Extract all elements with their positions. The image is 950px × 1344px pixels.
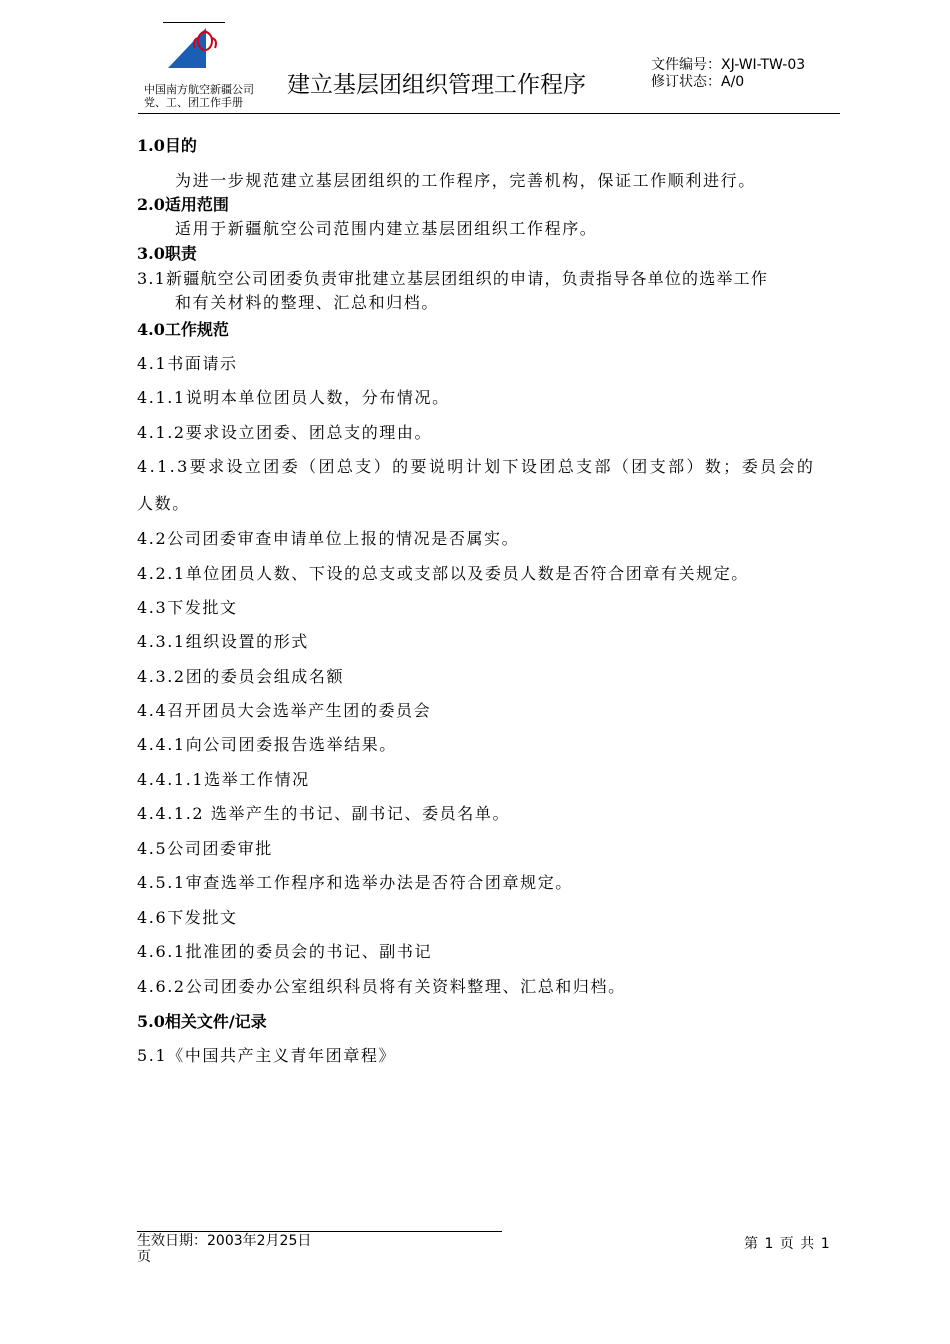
- paragraph-responsibility-line-2: 和有关材料的整理、汇总和归档。: [175, 293, 440, 312]
- page-number: 第 1 页 共 1: [744, 1236, 831, 1252]
- header-rule: [138, 113, 840, 114]
- list-item: 4.6下发批文: [137, 908, 238, 927]
- footer-effective-date: [137, 1233, 311, 1265]
- document-meta: [651, 57, 805, 91]
- company-name: [144, 83, 254, 109]
- airline-logo-icon: [168, 28, 238, 68]
- section-heading-work-spec: 4.0工作规范: [137, 320, 229, 339]
- list-item: 4.4.1.1选举工作情况: [137, 770, 310, 789]
- list-item: 4.6.1批准团的委员会的书记、副书记: [137, 942, 433, 961]
- logo-rule: [163, 22, 225, 23]
- list-item: 4.4.1向公司团委报告选举结果。: [137, 735, 397, 754]
- document-title: 建立基层团组织管理工作程序: [287, 72, 586, 98]
- paragraph-purpose: 为进一步规范建立基层团组织的工作程序，完善机构，保证工作顺利进行。: [175, 171, 756, 190]
- list-item: 4.1书面请示: [137, 354, 238, 373]
- list-item: 4.1.2要求设立团委、团总支的理由。: [137, 423, 433, 442]
- list-item: 4.1.1说明本单位团员人数，分布情况。: [137, 388, 450, 407]
- section-heading-purpose: 1.0目的: [137, 136, 197, 155]
- list-item: 4.5.1审查选举工作程序和选举办法是否符合团章规定。: [137, 873, 573, 892]
- list-item: 4.4.1.2 选举产生的书记、副书记、委员名单。: [137, 804, 511, 823]
- revision-status: 修订状态：A/0: [651, 74, 745, 90]
- footer-rule: [137, 1231, 502, 1232]
- list-item: 4.5公司团委审批: [137, 839, 273, 858]
- list-item: 人数。: [137, 494, 190, 513]
- paragraph-scope: 适用于新疆航空公司范围内建立基层团组织工作程序。: [175, 219, 598, 238]
- list-item: 4.3.2团的委员会组成名额: [137, 667, 345, 686]
- section-heading-scope: 2.0适用范围: [137, 195, 229, 214]
- document-number: 文件编号：XJ-WI-TW-03: [651, 57, 806, 73]
- list-item: 4.4召开团员大会选举产生团的委员会: [137, 701, 432, 720]
- section-heading-responsibility: 3.0职责: [137, 244, 197, 263]
- list-item: 4.6.2公司团委办公室组织科员将有关资料整理、汇总和归档。: [137, 977, 626, 996]
- effective-date: 生效日期：2003年2月25日: [137, 1233, 312, 1249]
- list-item: 4.3.1组织设置的形式: [137, 632, 309, 651]
- related-doc-item: 5.1《中国共产主义青年团章程》: [137, 1046, 397, 1065]
- section-heading-related-docs: 5.0相关文件/记录: [137, 1012, 267, 1031]
- company-line-1: 中国南方航空新疆公司: [144, 83, 254, 96]
- page-suffix: 页: [137, 1249, 151, 1265]
- list-item: 4.2.1单位团员人数、下设的总支或支部以及委员人数是否符合团章有关规定。: [137, 564, 749, 583]
- paragraph-responsibility-line-1: 3.1新疆航空公司团委负责审批建立基层团组织的申请，负责指导各单位的选举工作: [137, 269, 769, 288]
- list-item: 4.2公司团委审查申请单位上报的情况是否属实。: [137, 529, 520, 548]
- company-line-2: 党、工、团工作手册: [144, 96, 243, 109]
- list-item: 4.3下发批文: [137, 598, 238, 617]
- list-item: 4.1.3要求设立团委（团总支）的要说明计划下设团总支部（团支部）数；委员会的: [137, 457, 816, 476]
